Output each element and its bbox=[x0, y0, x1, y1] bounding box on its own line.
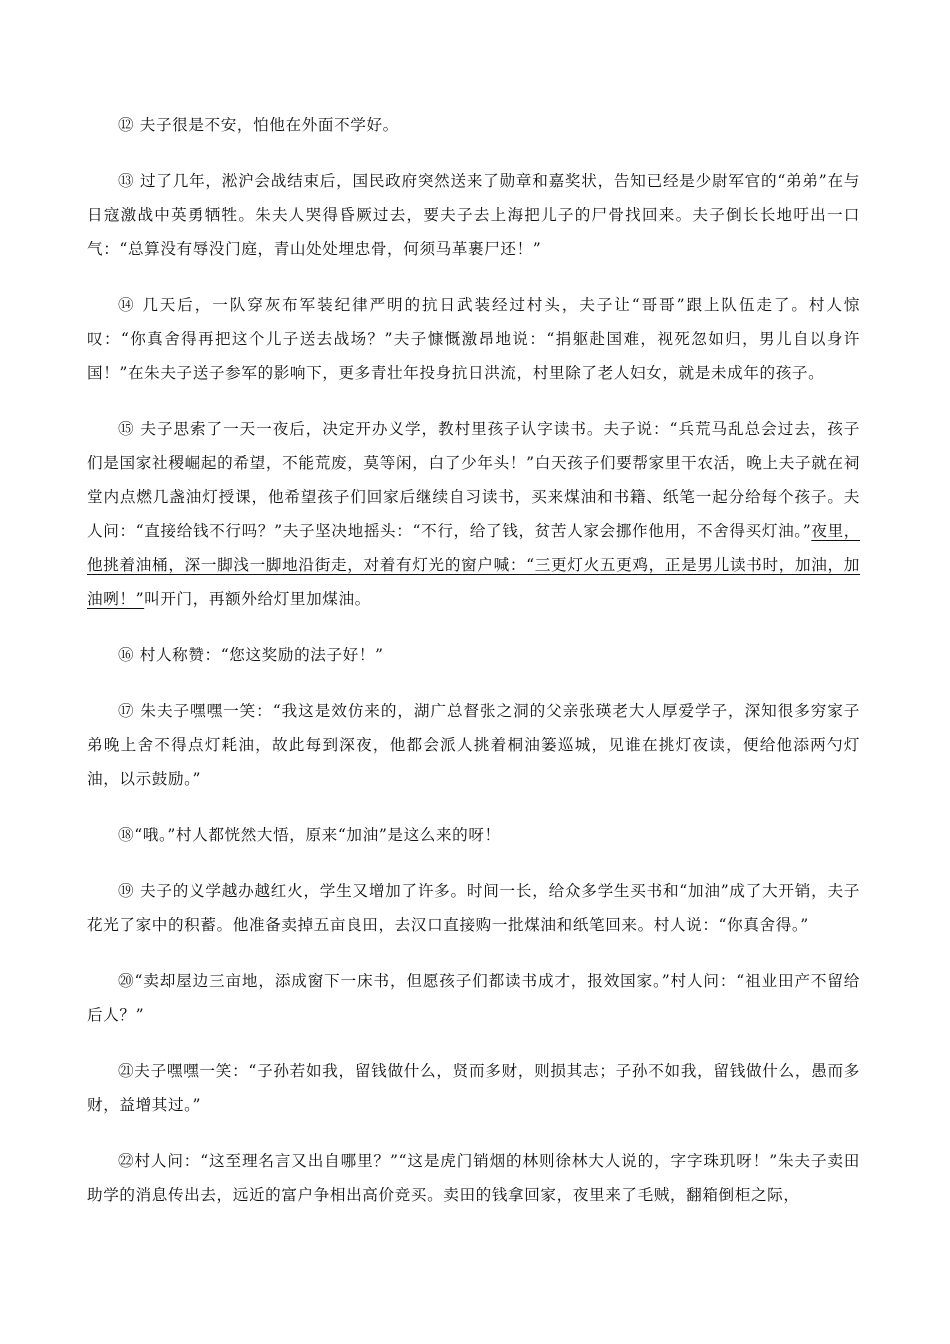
paragraph-16: ⑯ 村人称赞：“您这奖励的法子好！” bbox=[118, 646, 384, 664]
paragraph-18: ⑱“哦。”村人都恍然大悟，原来“加油”是这么来的呀！ bbox=[118, 826, 501, 844]
paragraph-14: ⑭ 几天后，一队穿灰布军装纪律严明的抗日武装经过村头，夫子让“哥哥”跟上队伍走了。村人惊叹：“你真舍得再把这个儿子送去战场？”夫子慷慨激昂地说：“捐躯赴国难，视死忽如归，男儿自以身许国！”在朱夫子送子参军的影响下，更多青壮年投身抗日洪流，村里除了老人妇女，就是未成年的孩子。 bbox=[87, 296, 860, 382]
underlined-sentence: 夜里，他挑着油桶，深一脚浅一脚地沿街走，对着有灯光的窗户喊：“三更灯火五更鸡，正是男儿读书时，加油，加油咧！” bbox=[87, 522, 860, 608]
paragraph-21: ㉑夫子嘿嘿一笑：“子孙若如我，留钱做什么，贤而多财，则损其志；子孙不如我，留钱做什么，愚而多财，益增其过。” bbox=[87, 1062, 860, 1114]
paragraph-15 bbox=[87, 412, 860, 616]
paragraph-19: ⑲ 夫子的义学越办越红火，学生又增加了许多。时间一长，给众多学生买书和“加油”成了大开销，夫子花光了家中的积蓄。他准备卖掉五亩良田，去汉口直接购一批煤油和纸笔回来。村人说：“你真舍得。” bbox=[87, 882, 860, 934]
paragraph-12: ⑫ 夫子很是不安，怕他在外面不学好。 bbox=[118, 116, 399, 134]
paragraph-15-tail: 叫开门，再额外给灯里加煤油。 bbox=[144, 590, 371, 608]
paragraph-13: ⑬ 过了几年，淞沪会战结束后，国民政府突然送来了勋章和嘉奖状，告知已经是少尉军官的“弟弟”在与日寇激战中英勇牺牲。朱夫人哭得昏厥过去，要夫子去上海把儿子的尸骨找回来。夫子倒长长地吁出一口气：“总算没有辱没门庭，青山处处埋忠骨，何须马革裹尸还！” bbox=[87, 172, 860, 258]
paragraph-20: ⑳“卖却屋边三亩地，添成窗下一床书，但愿孩子们都读书成才，报效国家。”村人问：“祖业田产不留给后人？” bbox=[87, 972, 860, 1024]
paragraph-22: ㉒村人问：“这至理名言又出自哪里？”“这是虎门销烟的林则徐林大人说的，字字珠玑呀！”朱夫子卖田助学的消息传出去，远近的富户争相出高价竞买。卖田的钱拿回家，夜里来了毛贼，翻箱倒柜之际， bbox=[87, 1152, 860, 1204]
paragraph-15-text: ⑮ 夫子思索了一天一夜后，决定开办义学，教村里孩子认字读书。夫子说：“兵荒马乱总会过去，孩子们是国家社稷崛起的希望，不能荒废，莫等闲，白了少年头！”白天孩子们要帮家里干农活，晚上夫子就在祠堂内点燃几盏油灯授课，他希望孩子们回家后继续自习读书，买来煤油和书籍、纸笔一起分给每个孩子。夫人问：“直接给钱不行吗？”夫子坚决地摇头：“不行，给了钱，贫苦人家会挪作他用，不舍得买灯油。” bbox=[87, 420, 860, 540]
document-body bbox=[87, 108, 860, 1212]
paragraph-17: ⑰ 朱夫子嘿嘿一笑：“我这是效仿来的，湖广总督张之洞的父亲张瑛老大人厚爱学子，深知很多穷家子弟晚上舍不得点灯耗油，故此每到深夜，他都会派人挑着桐油篓巡城，见谁在挑灯夜读，便给他添两勺灯油，以示鼓励。” bbox=[87, 702, 860, 788]
